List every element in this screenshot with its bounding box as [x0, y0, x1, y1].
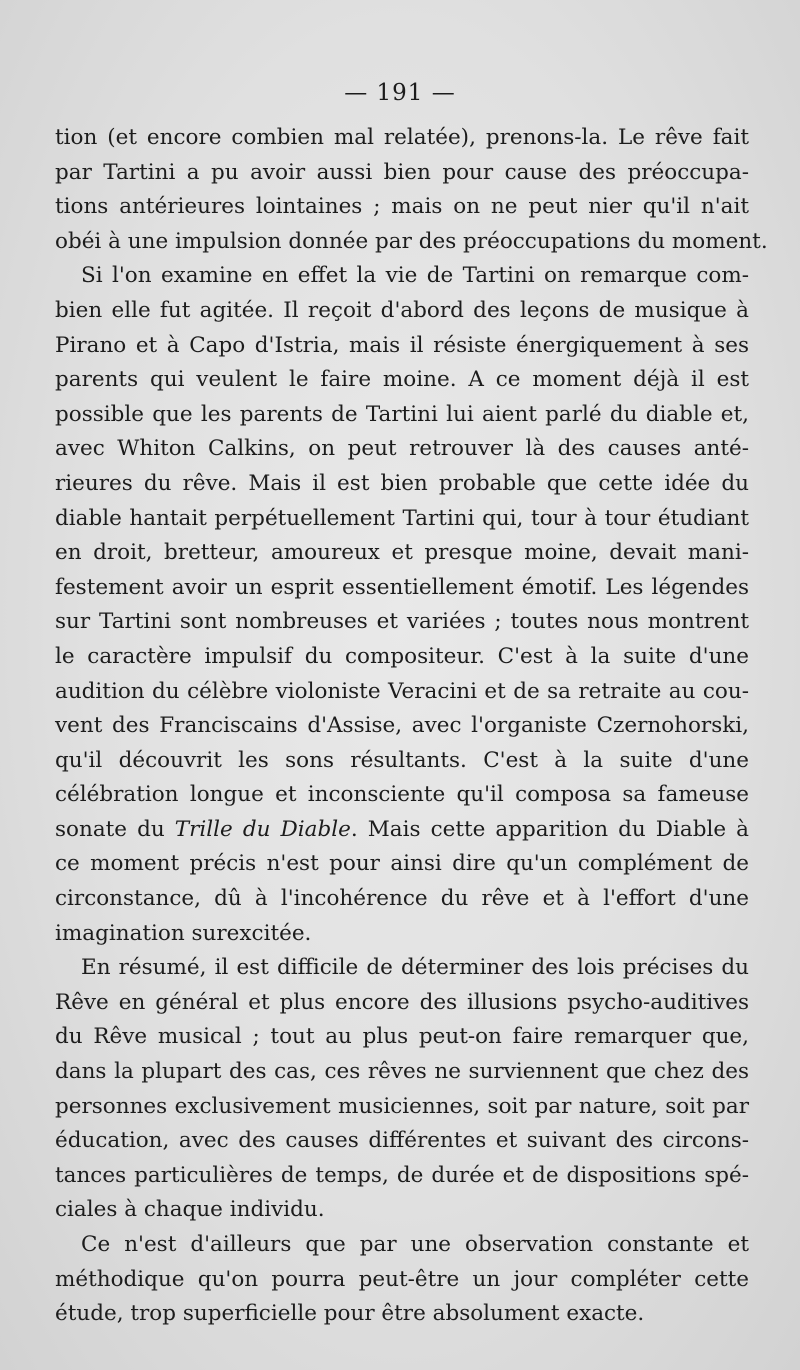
text-line: méthodique qu'on pourra peut-être un jour compléter cette [55, 1266, 749, 1292]
text-line: en droit, bretteur, amoureux et presque moine, devait mani- [55, 540, 749, 566]
italic-title: Trille du Diable [174, 816, 351, 842]
text-line: célébration longue et inconsciente qu'il composa sa fameuse [55, 782, 749, 808]
text-line: le caractère impulsif du compositeur. C'est à la suite d'une [55, 643, 749, 669]
text-line: par Tartini a pu avoir aussi bien pour cause des préoccupa- [55, 159, 749, 185]
text-segment: . Mais cette apparition du Diable à [350, 816, 749, 842]
text-line: tions antérieures lointaines ; mais on ne peut nier qu'il n'ait [55, 194, 749, 220]
text-line: vent des Franciscains d'Assise, avec l'organiste Czernohorski, [55, 713, 749, 739]
text-line: avec Whiton Calkins, on peut retrouver là des causes anté- [55, 436, 749, 462]
text-line: du Rêve musical ; tout au plus peut-on faire remarquer que, [55, 1024, 749, 1050]
text-line: audition du célèbre violoniste Veracini et de sa retraite au cou- [55, 678, 749, 704]
text-line: qu'il découvrit les sons résultants. C'est à la suite d'une [55, 747, 749, 773]
text-line: diable hantait perpétuellement Tartini qui, tour à tour étudiant [55, 505, 749, 531]
text-line: étude, trop superficielle pour être absolument exacte. [55, 1301, 645, 1327]
paragraph-start-line: Si l'on examine en effet la vie de Tartini on remarque com- [81, 263, 749, 289]
paragraph-start-line: Ce n'est d'ailleurs que par une observation constante et [81, 1232, 749, 1257]
text-line: tion (et encore combien mal relatée), prenons-la. Le rêve fait [55, 125, 749, 150]
body-text [55, 121, 768, 1332]
text-line: ciales à chaque individu. [55, 1197, 325, 1223]
text-line: ce moment précis n'est pour ainsi dire qu'un complément de [55, 851, 749, 877]
text-line: possible que les parents de Tartini lui aient parlé du diable et, [55, 401, 749, 427]
page-number: — 191 — [344, 80, 456, 106]
text-line: Pirano et à Capo d'Istria, mais il résiste énergiquement à ses [55, 332, 749, 358]
text-segment: sonate du [55, 816, 175, 842]
text-line: personnes exclusivement musiciennes, soit par nature, soit par [55, 1093, 749, 1119]
text-line: Rêve en général et plus encore des illusions psycho-auditives [55, 989, 749, 1015]
text-line: rieures du rêve. Mais il est bien probable que cette idée du [55, 470, 749, 496]
text-line: festement avoir un esprit essentiellement émotif. Les légendes [55, 574, 749, 600]
text-line: tances particulières de temps, de durée et de dispositions spé- [55, 1162, 749, 1188]
text-line: imagination surexcitée. [55, 920, 312, 946]
text-line: obéi à une impulsion donnée par des préoccupations du moment. [55, 228, 768, 254]
text-line: circonstance, dû à l'incohérence du rêve et à l'effort d'une [55, 886, 749, 912]
text-line: éducation, avec des causes différentes et suivant des circons- [55, 1128, 749, 1154]
text-line: sur Tartini sont nombreuses et variées ; toutes nous montrent [55, 609, 749, 635]
paragraph-start-line: En résumé, il est difficile de déterminer des lois précises du [81, 955, 749, 981]
text-line: dans la plupart des cas, ces rêves ne surviennent que chez des [55, 1059, 749, 1085]
text-line: parents qui veulent le faire moine. A ce moment déjà il est [55, 367, 749, 393]
text-line [55, 813, 749, 848]
text-line: bien elle fut agitée. Il reçoit d'abord des leçons de musique à [55, 297, 749, 323]
